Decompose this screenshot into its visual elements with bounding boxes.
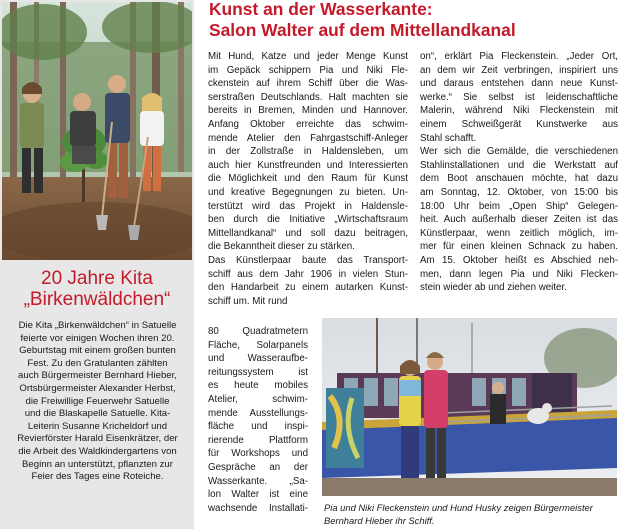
article-line: einem Schweißgerät Kunstwerke aus — [420, 118, 618, 130]
article-line: terstützt wird das Projekt in Haldensle- — [208, 200, 408, 212]
article-line: und Wasseraufbe- — [208, 353, 308, 365]
article-line: on“, erklärt Pia Fleckenstein. „Jeder Ort, — [420, 51, 618, 62]
article-line: dem Boot anschauen möchte, hat dazu — [420, 173, 618, 185]
article-line: Wer sich die Gemälde, die verschiedenen — [420, 146, 618, 158]
ship-photo — [322, 318, 617, 496]
article-line: bereits in Bremen, Minden und Hannover. — [208, 105, 408, 117]
kita-body-line: und die Blaskapelle Satuelle. Kita- — [24, 408, 171, 420]
ship-photo-caption — [324, 501, 624, 527]
article-column-1-narrow — [208, 325, 308, 515]
kita-title-line: 20 Jahre Kita — [41, 268, 153, 289]
article-line: den Handarbeit zu einem autarken Kunst- — [208, 282, 408, 294]
caption-line: Bernhard Hieber ihr Schiff. — [324, 515, 435, 526]
article-line: Stahlinstallationen und die Werkstatt auf — [420, 159, 618, 171]
article-line: Anfang Oktober erreichte das schwim- — [208, 118, 408, 130]
article-line: für Workshops und — [208, 448, 308, 460]
article-line: Gespräche an der — [208, 461, 308, 473]
headline-line: Salon Walter auf dem Mittellandkanal — [209, 19, 516, 40]
article-line: schiff um. Mit rund — [208, 295, 288, 307]
article-line: reitungssystem ist — [208, 366, 308, 378]
kita-body-line: auch Bürgermeister Bernhard Hieber, — [18, 370, 177, 382]
article-line: lon Walter ist eine — [208, 489, 308, 501]
article-column-1 — [208, 50, 408, 308]
article-line: Mittellandkanal“ und soll dazu beitragen, — [208, 227, 408, 239]
article-line: fläche und inspi- — [208, 421, 308, 433]
article-line: die Bekanntheit dieser zu stärken. — [208, 241, 355, 253]
kita-body-line: Feier des Tages eine Roteiche. — [31, 471, 164, 483]
article-line: mer für einen kleinen Schnack zu haben. — [420, 241, 618, 253]
article-line: und daraus entstehen dann neue Kunst- — [420, 78, 618, 90]
article-line: im Gepäck schippern Pia und Niki Fle- — [208, 64, 408, 76]
article-line: an dem wir Zeit verbringen, inspiriert uns — [420, 64, 618, 76]
kita-body-line: Fest. Zu den Gratulanten zählten — [27, 357, 168, 369]
article-line: Künstlerpaar, wenn zeitlich möglich, im- — [420, 227, 618, 239]
kita-body-line: feierte vor einigen Wochen ihren 20. — [20, 332, 175, 344]
article-line: Das Künstlerpaar baute das Transport- — [208, 254, 408, 266]
kita-body-line: Die Kita „Birkenwäldchen“ in Satuelle — [18, 320, 177, 331]
kita-body-line: Leiterin Susanne Kricheldorf und — [27, 420, 168, 432]
article-line: ben durch die Initiative „Wirtschaftsraum — [208, 214, 408, 226]
article-line: wachsende Installati- — [208, 502, 308, 514]
article-line: werke.“ Sie selbst ist leidenschaftliche — [420, 91, 618, 103]
article-line: Am 15. Oktober heißt es Abschied neh- — [420, 254, 618, 266]
article-line: und kreative Begegnungen zu bieten. Un- — [208, 186, 408, 198]
kita-body-line: Revierförster Harald Eisenkrätzer, der — [17, 433, 178, 445]
caption-line: Pia und Niki Fleckenstein und Hund Husky zeigen Bürgermeister — [324, 502, 593, 513]
article-line: schiff aus dem Jahr 1906 in vielen Stun- — [208, 268, 408, 280]
kita-body-line: die Freiwillige Feuerwehr Satuelle — [25, 395, 170, 407]
kita-body — [6, 320, 189, 484]
kita-sidebar — [0, 0, 194, 529]
article-line: men, dann legen Pia und Niki Flecken- — [420, 268, 618, 280]
article-line: rierende Plattform — [208, 434, 308, 446]
article-line: es heute mobiles — [208, 380, 308, 392]
article-line: Fläche, Solarpanels — [208, 339, 308, 351]
article-line: heit. Auch außerhalb dieser Zeiten ist das — [420, 214, 618, 226]
headline-line: Kunst an der Wasserkante: — [209, 0, 433, 19]
kita-body-line: Ortsbürgermeister Alexander Herbst, — [19, 382, 176, 394]
article-column-2 — [420, 50, 618, 295]
kita-title-line: „Birkenwäldchen“ — [23, 289, 171, 310]
article-line: ckenstein auf ihrem Schiff über die Was- — [208, 78, 408, 90]
article-headline — [209, 0, 516, 40]
article-line: mende Ausstellungs- — [208, 407, 308, 419]
article-line: Wasserkante. „Sa- — [208, 475, 308, 487]
article-line: Mit Hund, Katze und jeder Menge Kunst — [208, 51, 408, 62]
article-line: mende Atelier den Fahrgastschiff-Anleger — [208, 132, 408, 144]
article-line: die Möglichkeit und den Raum für Kunst — [208, 173, 408, 185]
tree-planting-photo — [2, 2, 192, 260]
article-line: stein wieder ab und ziehen weiter. — [420, 282, 567, 294]
article-line: 80 Quadratmetern — [208, 326, 308, 337]
kita-title — [0, 268, 194, 310]
article-line: Atelier, schwim- — [208, 393, 308, 405]
kita-body-line: die Arbeit des Waldkindergartens von — [18, 445, 177, 457]
article-line: serstraßen Deutschlands. Halt machten sie — [208, 91, 408, 103]
article-line: Malerin, während Niki Fleckenstein mit — [420, 105, 618, 117]
article-line: 18:00 Uhr beim „Open Ship“ Gelegen- — [420, 200, 618, 212]
article-line: Stahl schafft. — [420, 132, 477, 144]
article-line: in der Zollstraße in Haldensleben, um — [208, 146, 408, 158]
article-line: am Sonntag, 12. Oktober, von 15:00 bis — [420, 186, 618, 198]
kita-body-line: Beginn an unterstützt, pflanzten zur — [22, 458, 173, 470]
article-line: auch hier Kunstfreunden und Interessierten — [208, 159, 408, 171]
kita-body-line: Geburtstag mit einem großen bunten — [19, 345, 176, 357]
